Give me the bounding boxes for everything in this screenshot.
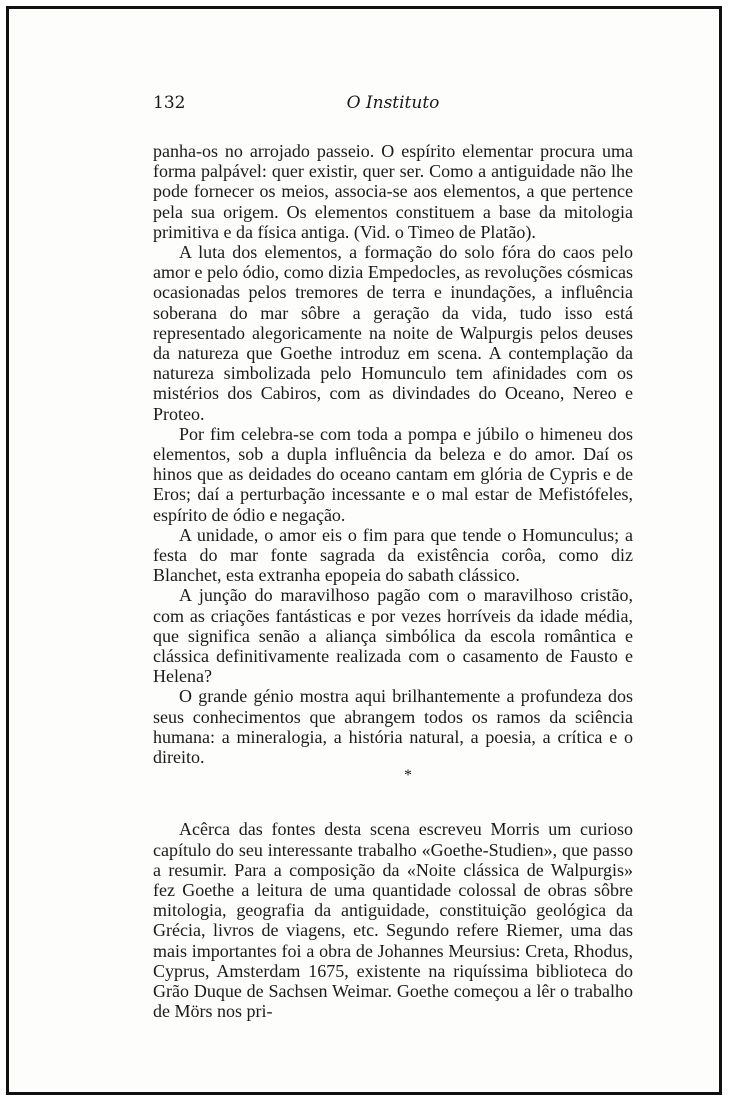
page-header [153, 93, 633, 121]
paragraph: A unidade, o amor eis o fim para que tende o Homunculus; a festa do mar fonte sagrada da existência corôa, como diz Blanchet, esta extranha epopeia do sabath clássico. [153, 524, 633, 586]
running-title: O Instituto [346, 93, 440, 113]
paragraph: panha-os no arrojado passeio. O espírito elementar procura uma forma palpável: quer existir, quer ser. Como a antiguidade não lhe pode fornecer os meios, associa-se aos elementos, a que pertence pela sua origem. Os elementos constituem a base da mitologia primitiva e da física antiga. (Vid. o Timeo de Platão). [153, 141, 633, 242]
paragraph: Acêrca das fontes desta scena escreveu Morris um curioso capítulo do seu interessante trabalho «Goethe-Studien», que passo a resumir. Para a composição da «Noite clássica de Walpurgis» fez Goethe a leitura de uma quantidade colossal de obras sôbre mitologia, geografia da antiguidade, constituição geológica da Grécia, livros de viagens, etc. Segundo refere Riemer, uma das mais importantes foi a obra de Johannes Meursius: Creta, Rhodus, Cyprus, Amsterdam 1675, existente na riquíssima biblioteca do Grão Duque de Sachsen Weimar. Goethe começou a lêr o trabalho de Mörs nos pri- [153, 819, 633, 1022]
body-text [153, 141, 633, 1021]
section-separator: * [404, 767, 412, 785]
paragraph: Por fim celebra-se com toda a pompa e júbilo o himeneu dos elementos, sob a dupla influência da beleza e do amor. Daí os hinos que as deidades do oceano cantam em glória de Cypris e de Eros; daí a perturbação incessante e o mal estar de Mefistófeles, espírito de ódio e negação. [153, 423, 633, 525]
page-frame [6, 6, 722, 1095]
page-number: 132 [153, 93, 186, 113]
paragraph: A junção do maravilhoso pagão com o maravilhoso cristão, com as criações fantásticas e por vezes horríveis da idade média, que significa senão a aliança simbólica da escola romântica e clássica definitivamente realizada com o casamento de Fausto e Helena? [153, 585, 633, 687]
paragraph: A luta dos elementos, a formação do solo fóra do caos pelo amor e pelo ódio, como dizia Empedocles, as revoluções cósmicas ocasionadas pelos tremores de terra e inundações, a influência soberana do mar sôbre a geração da vida, tudo isso está representado alegoricamente na noite de Walpurgis pelos deuses da natureza que Goethe introduz em scena. A contemplação da natureza simbolizada pelo Homunculo tem afinidades com os mistérios dos Cabiros, com as divindades do Oceano, Nereo e Proteo. [153, 242, 633, 424]
book-page [153, 93, 633, 1021]
paragraph: O grande génio mostra aqui brilhantemente a profundeza dos seus conhecimentos que abrangem todos os ramos da sciência humana: a mineralogia, a história natural, a poesia, a crítica e o direito. [153, 686, 633, 768]
